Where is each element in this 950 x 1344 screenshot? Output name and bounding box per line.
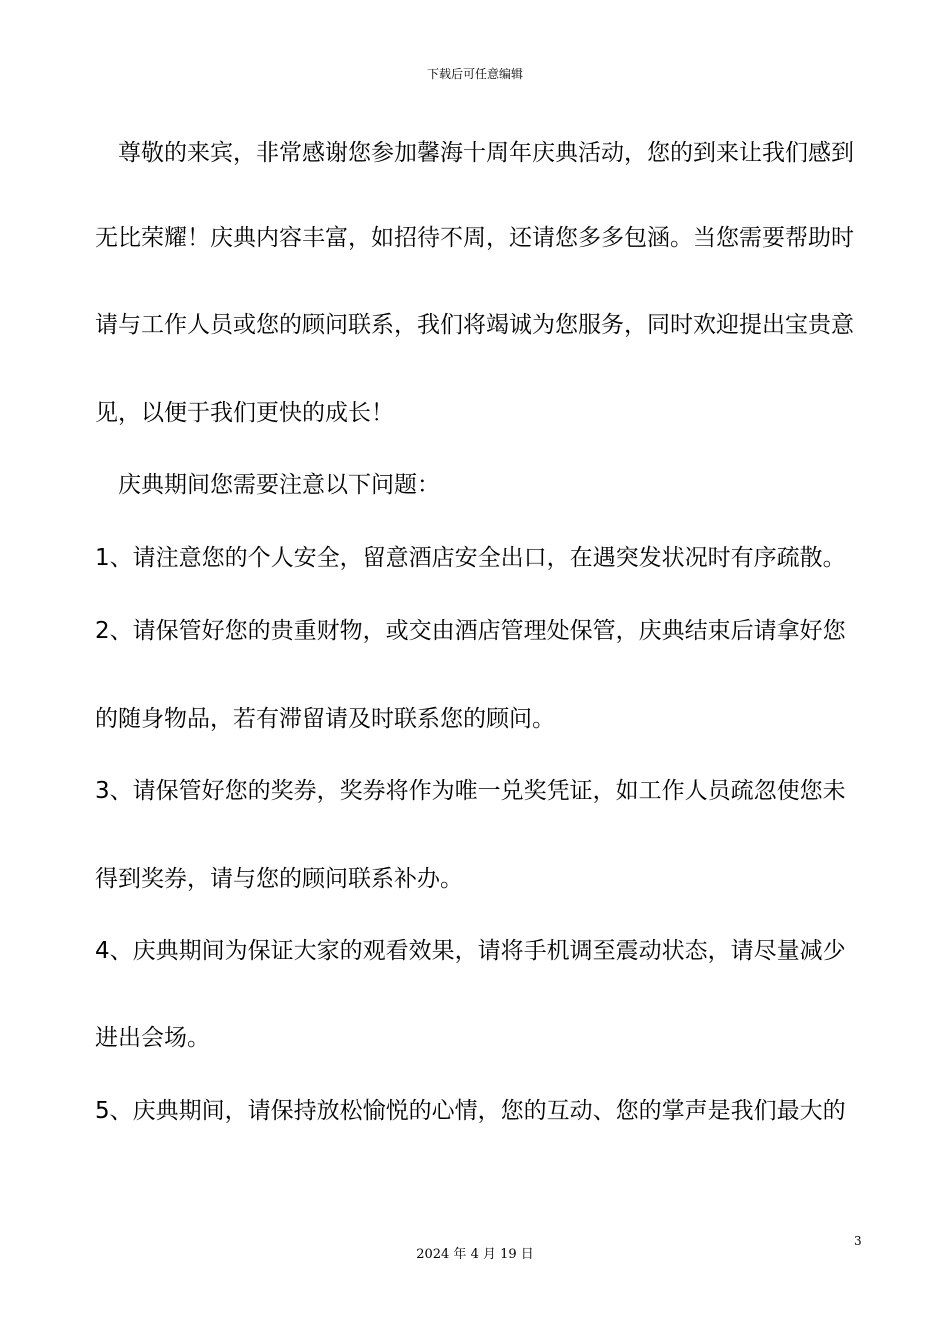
footer-date: 2024 年 4 月 19 日 xyxy=(416,1247,534,1262)
list-item-3: 3、请保管好您的奖券，奖券将作为唯一兑奖凭证，如工作人员疏忽使您未 xyxy=(95,778,846,804)
text-line: 尊敬的来宾，非常感谢您参加馨海十周年庆典活动，您的到来让我们感到 xyxy=(95,140,854,166)
page-number: 3 xyxy=(854,1234,862,1248)
list-item-5: 5、庆典期间，请保持放松愉悦的心情，您的互动、您的掌声是我们最大的 xyxy=(95,1098,846,1124)
text-line: 见，以便于我们更快的成长！ xyxy=(95,400,394,426)
text-line: 的随身物品，若有滞留请及时联系您的顾问。 xyxy=(95,706,555,732)
list-item-2: 2、请保管好您的贵重财物，或交由酒店管理处保管，庆典结束后请拿好您 xyxy=(95,618,846,644)
list-item-1: 1、请注意您的个人安全，留意酒店安全出口，在遇突发状况时有序疏散。 xyxy=(95,545,846,571)
text-line: 进出会场。 xyxy=(95,1025,210,1051)
text-line: 无比荣耀！庆典内容丰富，如招待不周，还请您多多包涵。当您需要帮助时 xyxy=(95,225,854,251)
text-line: 庆典期间您需要注意以下问题： xyxy=(95,472,440,498)
list-item-4: 4、庆典期间为保证大家的观看效果，请将手机调至震动状态，请尽量减少 xyxy=(95,938,846,964)
text-line: 得到奖券，请与您的顾问联系补办。 xyxy=(95,866,463,892)
header-note: 下载后可任意编辑 xyxy=(426,67,523,81)
text-line: 请与工作人员或您的顾问联系，我们将竭诚为您服务，同时欢迎提出宝贵意 xyxy=(95,312,854,338)
